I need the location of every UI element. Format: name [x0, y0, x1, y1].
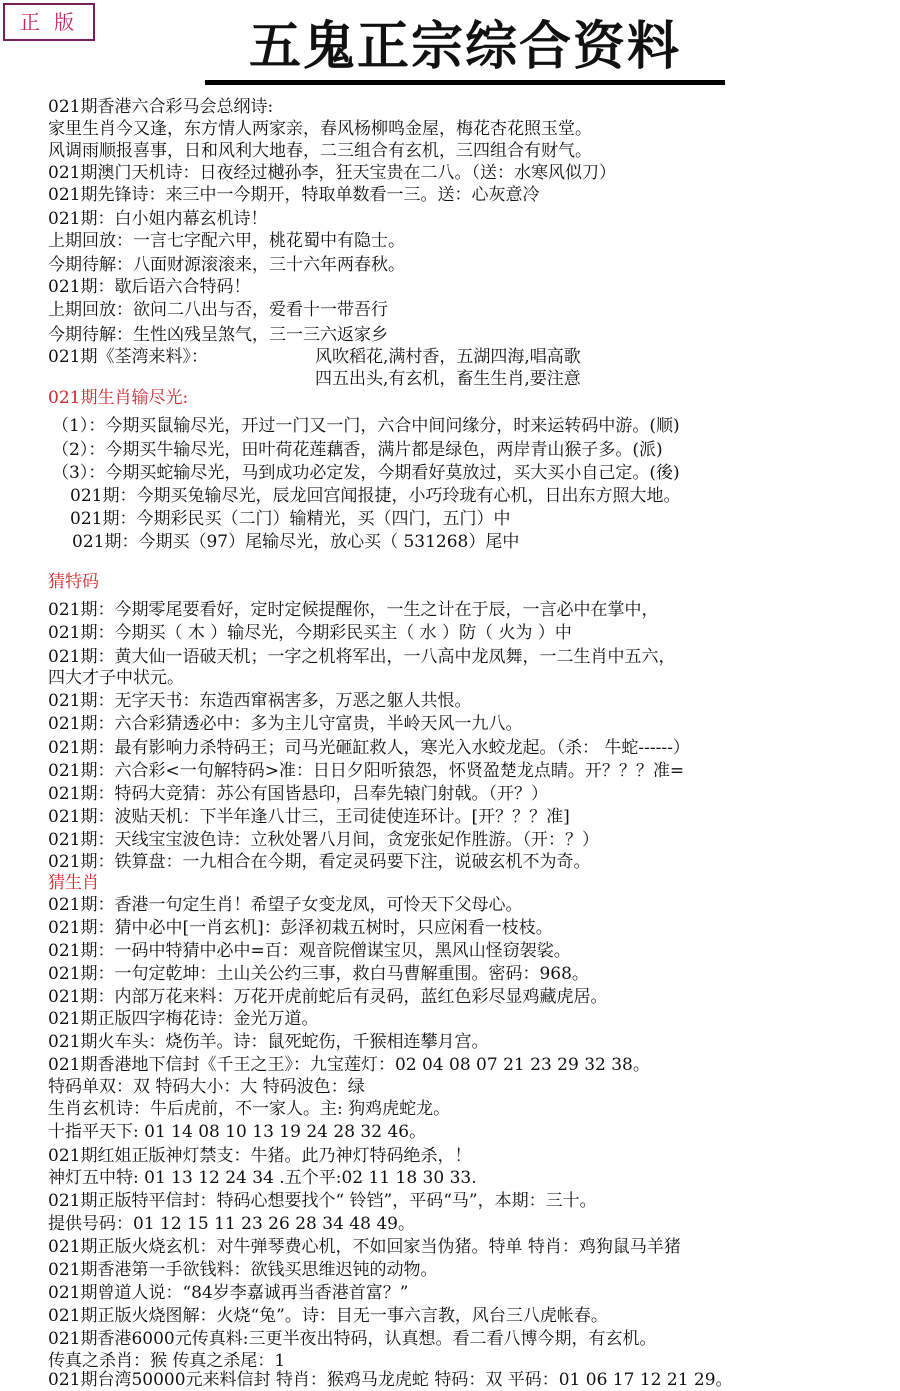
text-line: 特码单双：双 特码大小：大 特码波色：绿: [48, 1077, 365, 1097]
text-line: 021期香港六合彩马会总纲诗:: [48, 97, 274, 117]
text-line: 上期回放：欲问二八出与否，爱看十一带吾行: [48, 300, 388, 320]
text-line: 021期：白小姐内幕玄机诗！: [48, 209, 268, 229]
text-line: 021期正版特平信封：特码心想要找个“ 铃铛”，平码“马”，本期：三十。: [48, 1191, 597, 1211]
text-line: 021期：一句定乾坤：土山关公约三事，救白马曹解重围。密码：968。: [48, 964, 589, 984]
text-line: （1）：今期买鼠输尽光，开过一门又一门，六合中间问缘分，时来运转码中游。(顺): [52, 416, 680, 436]
text-line: 021期火车头：烧伤羊。诗：鼠死蛇伤，千猴相连攀月宫。: [48, 1032, 489, 1052]
text-line: 021期先锋诗：来三中一今期开，特取单数看一三。送：心灰意冷: [48, 185, 540, 205]
text-line: （2）：今期买牛输尽光，田叶荷花莲藕香，满片都是绿色，两岸青山猴子多。(派): [52, 440, 663, 460]
text-line: 提供号码：01 12 15 11 23 26 28 34 48 49。: [48, 1214, 415, 1234]
text-line: 021期：今期零尾要看好，定时定候提醒你，一生之计在于辰，一言必中在掌中，: [48, 600, 659, 620]
text-line: 风调雨顺报喜事，日和风利大地春，二三组合有玄机，三四组合有财气。: [48, 141, 592, 161]
text-line: 021期《荃湾来料》：: [48, 347, 208, 367]
text-line: 十指平天下: 01 14 08 10 13 19 24 28 32 46。: [48, 1122, 427, 1142]
text-line: 传真之杀肖：猴 传真之杀尾：1: [48, 1351, 286, 1371]
page-title: 五鬼正宗综合资料: [205, 14, 725, 85]
text-line: 021期：天线宝宝波色诗：立秋处署八月间，贪宠张妃作胜游。（开：？）: [48, 830, 599, 850]
text-line: （3）：今期买蛇输尽光，马到成功必定发，今期看好莫放过，买大买小自己定。(後): [52, 463, 680, 483]
zhengban-badge: 正 版: [3, 3, 95, 41]
text-line: 021期香港6000元传真料:三更半夜出特码，认真想。看二看八博今期，有玄机。: [48, 1329, 657, 1349]
text-line: 021期香港地下信封《千王之王》：九宝莲灯：02 04 08 07 21 23 29 32 38。: [48, 1055, 650, 1075]
text-line: 021期：最有影响力杀特码王；司马光砸缸救人，寒光入水蛟龙起。（杀： 牛蛇------）: [48, 738, 690, 758]
text-line: 021期：一码中特猜中必中=百：观音院僧谋宝贝，黑风山怪窃袈裟。: [48, 941, 571, 961]
text-line: 今期待解：八面财源滚滚来，三十六年两春秋。: [48, 255, 405, 275]
text-line: 021期：内部万花来料：万花开虎前蛇后有灵码，蓝红色彩尽显鸡藏虎居。: [48, 987, 608, 1007]
text-line: 021期曾道人说：“84岁李嘉诚再当香港首富？”: [48, 1283, 409, 1303]
text-line: 021期香港第一手欲钱料：欲钱买思维迟钝的动物。: [48, 1260, 438, 1280]
text-line: 今期待解：生性凶残呈煞气，三一三六返家乡: [48, 325, 388, 345]
text-line: 021期：六合彩猜透必中：多为主儿守富贵，半岭天风一九八。: [48, 714, 523, 734]
text-line: 021期：铁算盘：一九相合在今期，看定灵码要下注，说破玄机不为奇。: [48, 852, 591, 872]
text-line: 021期正版火烧图解：火烧“兔”。诗：目无一事六言教，风台三八虎帐春。: [48, 1306, 608, 1326]
text-line: 021期红姐正版神灯禁支：牛猪。此乃神灯特码绝杀，！: [48, 1146, 472, 1166]
section-heading: 猜特码: [48, 572, 99, 592]
text-line: 风吹稻花,满村香，五湖四海,唱高歌: [315, 347, 581, 367]
text-line: 021期：猜中必中[一肖玄机]：彭泽初栽五树时，只应闲看一枝枝。: [48, 918, 553, 938]
section-heading: 021期生肖输尽光:: [48, 388, 189, 408]
text-line: 021期正版四字梅花诗：金光万道。: [48, 1009, 319, 1029]
text-line: 021期：今期买兔输尽光，辰龙回宫闻报捷，小巧玲珑有心机，日出东方照大地。: [70, 486, 681, 506]
text-line: 021期：波贴天机：下半年逢八廿三，王司徒使连环计。[开？？？准]: [48, 807, 570, 827]
text-line: 021期：今期买（ 木 ）输尽光，今期彩民买主（ 水 ）防（ 火为 ）中: [48, 623, 572, 643]
text-line: 021期：六合彩<一句解特码>准：日日夕阳听猿怨，怀贤盈楚龙点睛。开？？？准=: [48, 761, 685, 781]
text-line: 021期澳门天机诗：日夜经过樾孙李，狂天宝贵在二八。（送：水寒风似刀）: [48, 163, 616, 183]
text-line: 家里生肖今又逢，东方情人两家亲，春风杨柳鸣金屋，梅花杏花照玉堂。: [48, 119, 592, 139]
text-line: 021期：今期彩民买（二门）输精光，买（四门，五门）中: [70, 509, 511, 529]
text-line: 021期：黄大仙一语破天机；一字之机将军出，一八高中龙凤舞，一二生肖中五六，: [48, 647, 676, 667]
text-line: 021期台湾50000元来料信封 特肖：猴鸡马龙虎蛇 特码：双 平码：01 06 17 12 21 29。: [48, 1370, 733, 1390]
text-line: 021期：香港一句定生肖！希望子女变龙凤，可怜天下父母心。: [48, 895, 523, 915]
text-line: 021期：无字天书：东造西窜祸害多，万恶之躯人共恨。: [48, 691, 472, 711]
text-line: 021期正版火烧玄机：对牛弹琴费心机，不如回家当伪猪。特单 特肖：鸡狗鼠马羊猪: [48, 1237, 681, 1257]
text-line: 021期：歇后语六合特码！: [48, 277, 251, 297]
text-line: 四大才子中状元。: [48, 668, 184, 688]
text-line: 神灯五中特: 01 13 12 24 34 .五个平:02 11 18 30 33.: [48, 1168, 477, 1188]
text-line: 生肖玄机诗：牛后虎前，不一家人。主: 狗鸡虎蛇龙。: [48, 1099, 451, 1119]
text-line: 上期回放：一言七字配六甲，桃花蜀中有隐士。: [48, 231, 405, 251]
section-heading: 猜生肖: [48, 873, 99, 893]
text-line: 021期：今期买（97）尾输尽光，放心买（ 531268）尾中: [72, 532, 520, 552]
text-line: 021期：特码大竞猜：苏公有国皆悬印，吕奉先辕门射戟。（开？）: [48, 784, 548, 804]
text-line: 四五出头,有玄机，畜生生肖,要注意: [315, 369, 581, 389]
